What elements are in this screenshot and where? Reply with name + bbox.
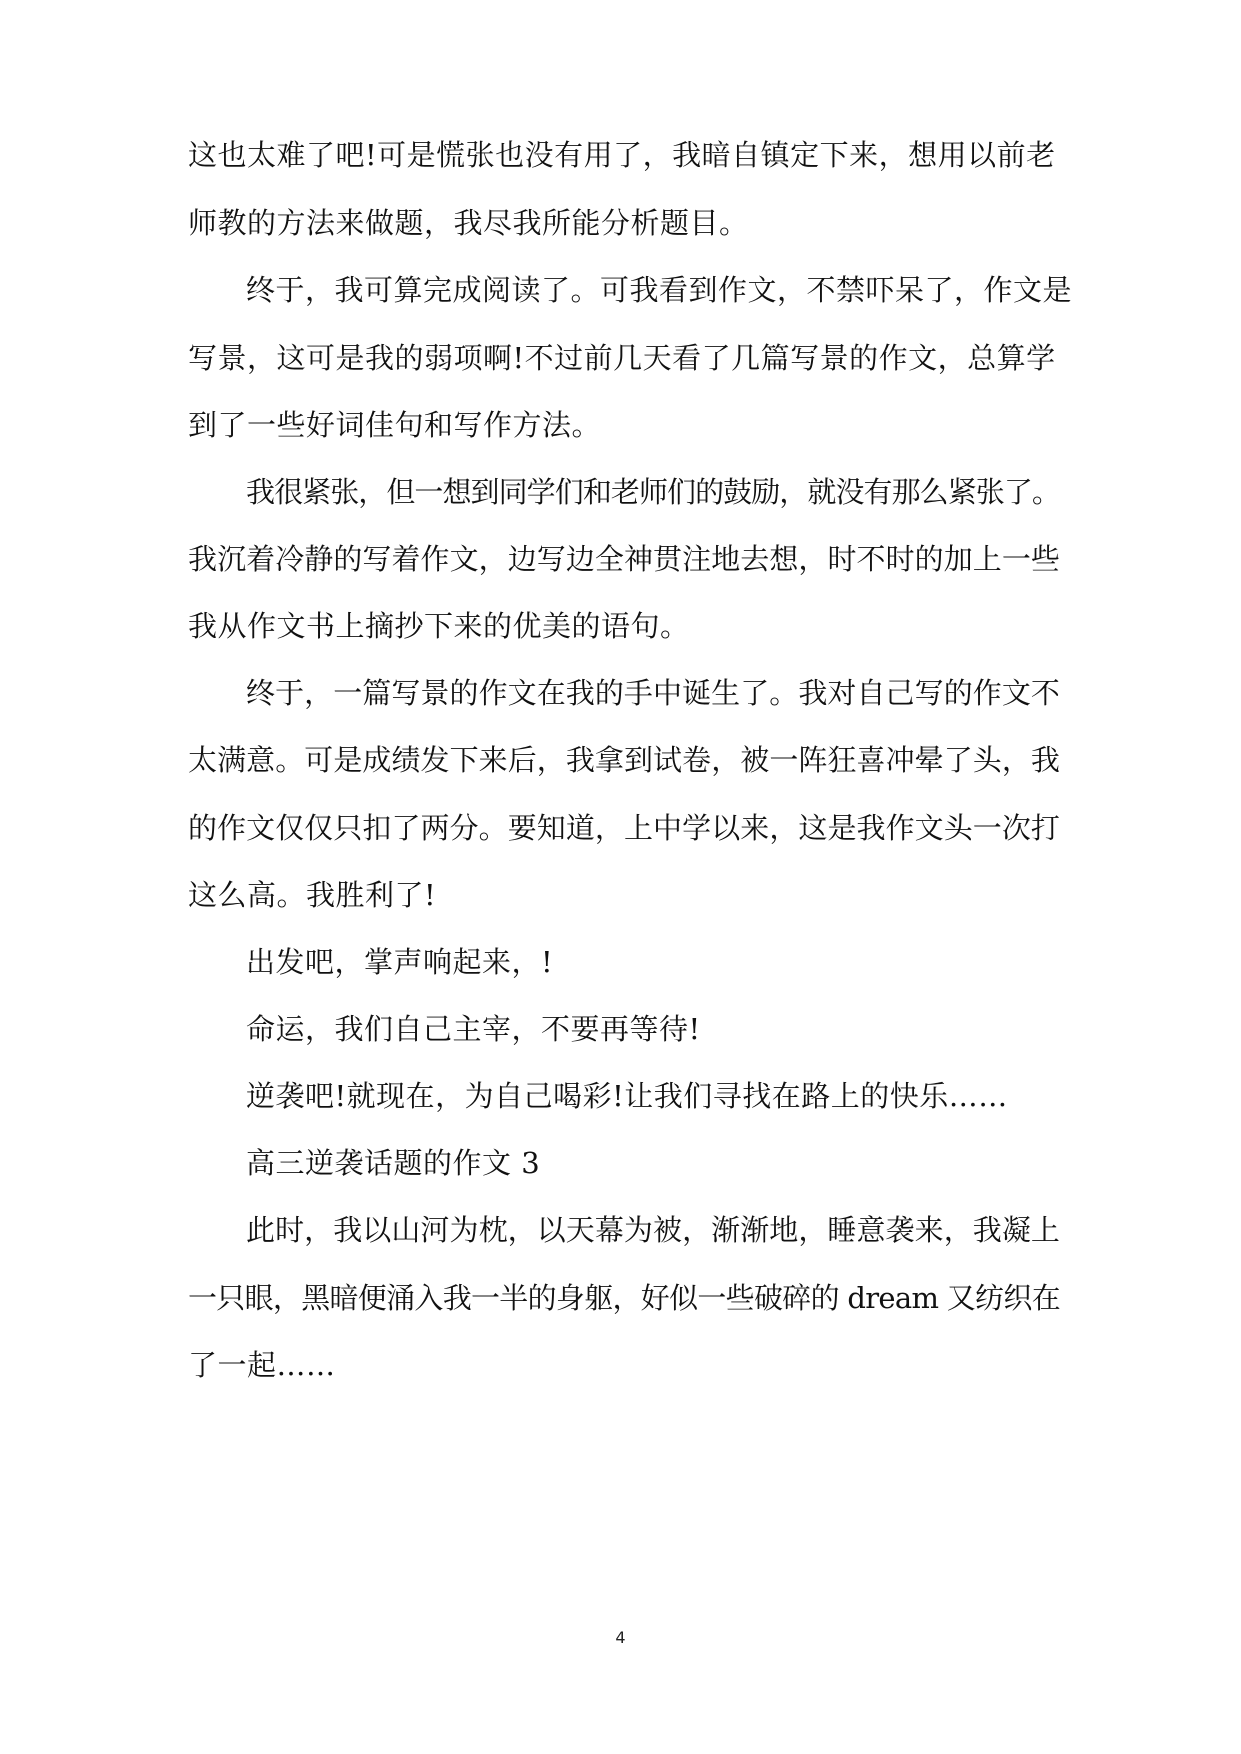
text-line: 师教的方法来做题，我尽我所能分析题目。 — [188, 206, 749, 240]
paragraph-first-line: 终于，一篇写景的作文在我的手中诞生了。我对自己写的作文不 — [246, 676, 1060, 710]
text-line: 到了一些好词佳句和写作方法。 — [188, 408, 602, 442]
text-line: 了一起…… — [188, 1348, 336, 1382]
text-line: 我沉着冷静的写着作文，边写边全神贯注地去想，时不时的加上一些 — [188, 542, 1060, 576]
page-number: 4 — [615, 1628, 626, 1647]
text-line: 一只眼，黑暗便涌入我一半的身躯，好似一些破碎的 dream 又纺织在 — [188, 1281, 1060, 1315]
paragraph-first-line: 我很紧张，但一想到同学们和老师们的鼓励，就没有那么紧张了。 — [246, 475, 1060, 509]
paragraph-first-line: 命运，我们自己主宰，不要再等待! — [246, 1012, 701, 1046]
text-line — [188, 135, 1054, 175]
text-line: 太满意。可是成绩发下来后，我拿到试卷，被一阵狂喜冲晕了头，我 — [188, 743, 1060, 777]
text-line: 我从作文书上摘抄下来的优美的语句。 — [188, 609, 690, 643]
paragraph-first-line: 出发吧，掌声响起来，! — [246, 945, 554, 979]
text-line: 这么高。我胜利了! — [188, 878, 437, 912]
paragraph-first-line: 逆袭吧!就现在，为自己喝彩!让我们寻找在路上的快乐…… — [246, 1079, 1008, 1113]
paragraph-first-line: 此时，我以山河为枕，以天幕为被，渐渐地，睡意袭来，我凝上 — [246, 1213, 1060, 1247]
paragraph-first-line: 终于，我可算完成阅读了。可我看到作文，不禁吓呆了，作文是 — [246, 273, 1073, 307]
section-heading: 高三逆袭话题的作文 3 — [246, 1146, 541, 1180]
text-line: 的作文仅仅只扣了两分。要知道，上中学以来，这是我作文头一次打 — [188, 811, 1060, 845]
text-line-content: 这也太难了吧!可是慌张也没有用了，我暗自镇定下来，想用以前老 — [188, 138, 1056, 172]
text-line: 写景，这可是我的弱项啊!不过前几天看了几篇写景的作文，总算学 — [188, 341, 1056, 375]
